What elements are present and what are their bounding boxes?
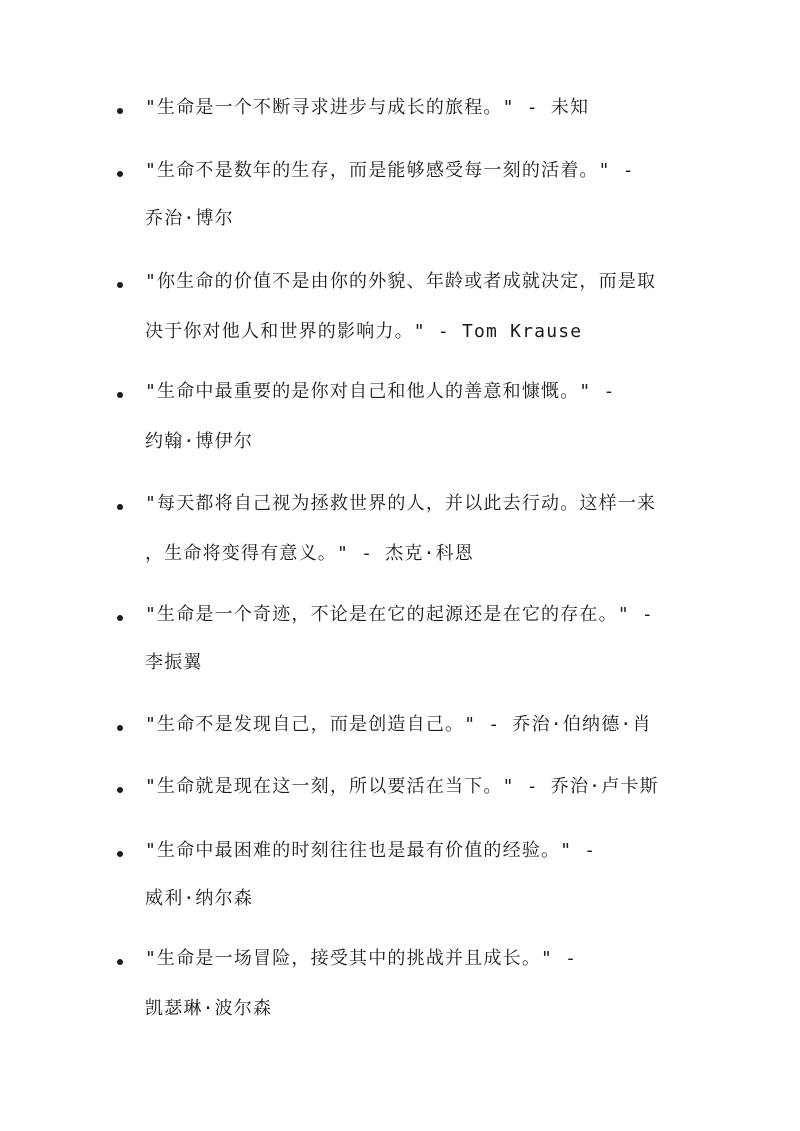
quote-line: "生命中最重要的是你对自己和他人的善意和慷慨。" - bbox=[145, 381, 616, 402]
quote-line: "生命不是数年的生存，而是能够感受每一刻的活着。" - bbox=[145, 160, 635, 181]
bullet-icon bbox=[117, 171, 123, 177]
bullet-icon bbox=[117, 615, 123, 621]
quote-author-line: 李振翼 bbox=[145, 652, 203, 673]
quote-line: "你生命的价值不是由你的外貌、年龄或者成就决定，而是取 bbox=[145, 271, 657, 292]
quote-author-line: 凯瑟琳·波尔森 bbox=[145, 998, 273, 1019]
quote-author-line: 决于你对他人和世界的影响力。" - Tom Krause bbox=[145, 321, 583, 342]
bullet-icon bbox=[117, 959, 123, 965]
quote-author-line: 约翰·博伊尔 bbox=[145, 431, 254, 452]
quote-author-line: 乔治·博尔 bbox=[145, 208, 234, 229]
bullet-icon bbox=[117, 504, 123, 510]
bullet-icon bbox=[117, 787, 123, 793]
bullet-icon bbox=[117, 851, 123, 857]
quote-line: "生命就是现在这一刻，所以要活在当下。" - 乔治·卢卡斯 bbox=[145, 776, 659, 797]
quote-author-line: 威利·纳尔森 bbox=[145, 888, 254, 909]
quote-line: "生命是一个不断寻求进步与成长的旅程。" - 未知 bbox=[145, 97, 590, 118]
bullet-icon bbox=[117, 282, 123, 288]
quote-line: "每天都将自己视为拯救世界的人，并以此去行动。这样一来 bbox=[145, 493, 657, 514]
quote-line: "生命是一场冒险，接受其中的挑战并且成长。" - bbox=[145, 948, 578, 969]
bullet-icon bbox=[117, 725, 123, 731]
bullet-icon bbox=[117, 392, 123, 398]
bullet-icon bbox=[117, 108, 123, 114]
quote-line: "生命不是发现自己，而是创造自己。" - 乔治·伯纳德·肖 bbox=[145, 714, 652, 735]
quote-author-line: ，生命将变得有意义。" - 杰克·科恩 bbox=[145, 543, 474, 564]
quote-line: "生命中最困难的时刻往往也是最有价值的经验。" - bbox=[145, 840, 597, 861]
quote-line: "生命是一个奇迹，不论是在它的起源还是在它的存在。" - bbox=[145, 604, 654, 625]
